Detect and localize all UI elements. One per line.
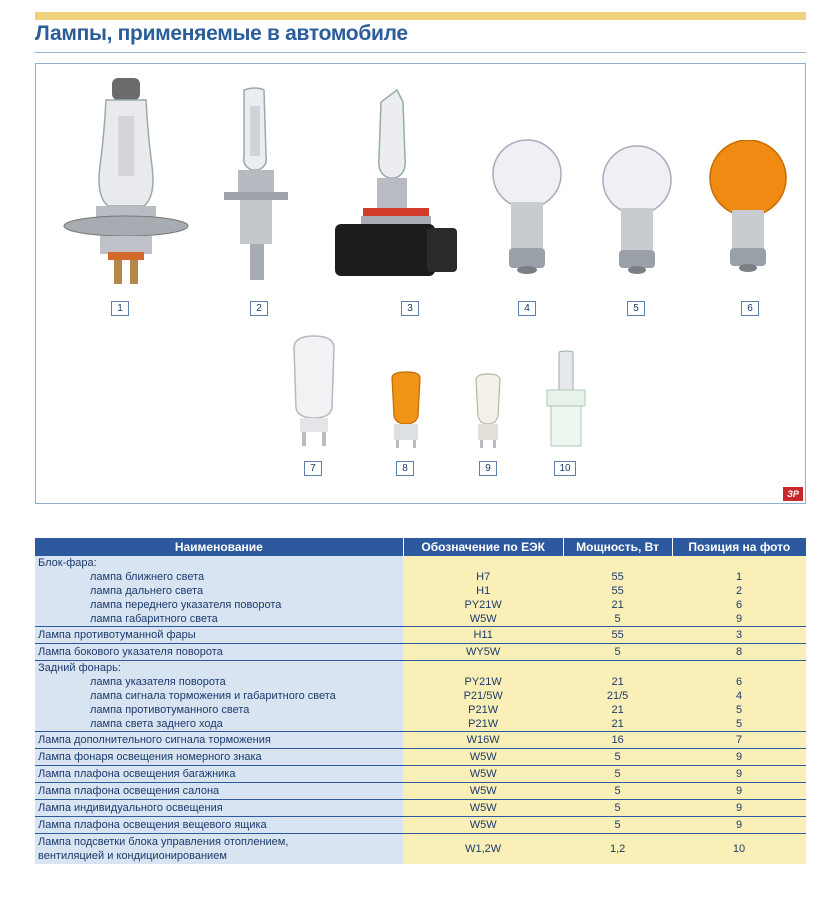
- row-name: Лампа плафона освещения салона: [35, 783, 403, 800]
- row-power: 5: [614, 613, 621, 625]
- photo-label-1: 1: [111, 301, 129, 316]
- row-position: 9: [672, 766, 806, 783]
- row-name: лампа габаритного света: [90, 613, 218, 625]
- bulb-h7-icon: [56, 76, 196, 291]
- row-code: H1: [476, 585, 491, 597]
- row-code: WY5W: [403, 644, 563, 661]
- row-code: W5W: [403, 766, 563, 783]
- row-position: 9: [735, 613, 743, 625]
- photo-label-6: 6: [741, 301, 759, 316]
- row-power: 1,2: [563, 834, 672, 864]
- lamps-table: [35, 538, 806, 864]
- row-name: Лампа индивидуального освещения: [35, 800, 403, 817]
- photo-label-8: 8: [396, 461, 414, 476]
- group-title: Задний фонарь:: [38, 662, 121, 674]
- row-name: лампа дальнего света: [90, 585, 204, 597]
- bulb-w5w-icon: [472, 372, 504, 450]
- row-code: W5W: [403, 817, 563, 834]
- table-row: [35, 556, 806, 627]
- row-power: 5: [563, 783, 672, 800]
- row-position: 8: [672, 644, 806, 661]
- table-row: [35, 732, 806, 749]
- row-position: 5: [735, 718, 743, 730]
- row-name: лампа ближнего света: [90, 571, 205, 583]
- row-position: 4: [735, 690, 743, 702]
- row-name: Лампа бокового указателя поворота: [35, 644, 403, 661]
- top-accent-bar: [35, 12, 806, 20]
- bulb-p21w-icon: [601, 144, 673, 276]
- bulb-h1-icon: [216, 86, 296, 286]
- row-code: P21W: [468, 704, 499, 716]
- row-position: 9: [672, 749, 806, 766]
- title-divider: [35, 52, 806, 53]
- photo-label-4: 4: [518, 301, 536, 316]
- row-power: 21/5: [606, 690, 629, 702]
- row-name: Лампа фонаря освещения номерного знака: [35, 749, 403, 766]
- row-power: 21: [611, 599, 624, 611]
- row-position: 5: [735, 704, 743, 716]
- table-row: [35, 783, 806, 800]
- row-code: H11: [403, 627, 563, 644]
- row-position: 1: [735, 571, 743, 583]
- table-row: [35, 749, 806, 766]
- table-row: [35, 644, 806, 661]
- bulb-w1-2w-icon: [541, 350, 591, 450]
- page-title: Лампы, применяемые в автомобиле: [35, 22, 408, 45]
- row-power: 5: [563, 644, 672, 661]
- row-position: 9: [672, 783, 806, 800]
- row-power: 21: [611, 676, 624, 688]
- bulb-h11-icon: [331, 88, 461, 283]
- row-position: 10: [672, 834, 806, 864]
- row-name: Лампа противотуманной фары: [35, 627, 403, 644]
- row-name: лампа противотуманного света: [90, 704, 250, 716]
- lamps-photo: [35, 63, 806, 504]
- header-position: Позиция на фото: [672, 538, 806, 556]
- row-code: H7: [476, 571, 491, 583]
- row-power: 55: [611, 585, 624, 597]
- row-power: 5: [563, 749, 672, 766]
- photo-label-7: 7: [304, 461, 322, 476]
- header-name: Наименование: [35, 538, 403, 556]
- row-power: 55: [611, 571, 624, 583]
- bulb-w16w-icon: [286, 334, 342, 450]
- row-power: 5: [563, 800, 672, 817]
- group-title: Блок-фара:: [38, 557, 97, 569]
- row-position: 6: [735, 676, 743, 688]
- row-position: 6: [735, 599, 743, 611]
- photo-label-10: 10: [554, 461, 576, 476]
- row-code: PY21W: [464, 599, 502, 611]
- row-power: 5: [563, 817, 672, 834]
- header-code: Обозначение по ЕЭК: [403, 538, 563, 556]
- row-position: 9: [672, 817, 806, 834]
- row-name-line1: Лампа подсветки блока управления отоплением,: [38, 835, 289, 848]
- row-name: Лампа плафона освещения вещевого ящика: [35, 817, 403, 834]
- bulb-p21-5w-icon: [491, 136, 563, 276]
- row-code: W5W: [403, 749, 563, 766]
- row-code: P21/5W: [463, 690, 503, 702]
- row-name: лампа света заднего хода: [90, 718, 223, 730]
- photo-label-3: 3: [401, 301, 419, 316]
- row-position: 7: [672, 732, 806, 749]
- row-code: W5W: [403, 800, 563, 817]
- row-name: лампа переднего указателя поворота: [90, 599, 282, 611]
- row-name: Лампа плафона освещения багажника: [35, 766, 403, 783]
- table-row: [35, 661, 806, 732]
- row-code: W16W: [403, 732, 563, 749]
- row-power: 21: [611, 718, 624, 730]
- row-code: PY21W: [464, 676, 502, 688]
- row-name: лампа сигнала торможения и габаритного света: [90, 690, 336, 702]
- bulb-wy5w-icon: [388, 370, 424, 450]
- bulb-py21w-icon: [708, 140, 788, 276]
- row-power: 21: [611, 704, 624, 716]
- table-row: [35, 800, 806, 817]
- row-position: 2: [735, 585, 743, 597]
- publisher-badge: ЗР: [783, 487, 803, 501]
- table-row: [35, 834, 806, 864]
- header-power: Мощность, Вт: [563, 538, 672, 556]
- table-row: [35, 817, 806, 834]
- photo-label-9: 9: [479, 461, 497, 476]
- row-code: W5W: [403, 783, 563, 800]
- row-power: 55: [563, 627, 672, 644]
- row-position: 9: [672, 800, 806, 817]
- row-power: 5: [563, 766, 672, 783]
- table-row: [35, 766, 806, 783]
- photo-label-5: 5: [627, 301, 645, 316]
- row-code: W1,2W: [403, 834, 563, 864]
- row-position: 3: [672, 627, 806, 644]
- row-name: Лампа дополнительного сигнала торможения: [35, 732, 403, 749]
- row-name: лампа указателя поворота: [90, 676, 226, 688]
- table-row: [35, 627, 806, 644]
- row-name-line2: вентиляцией и кондиционированием: [38, 849, 227, 862]
- row-power: 16: [563, 732, 672, 749]
- row-code: P21W: [468, 718, 499, 730]
- photo-label-2: 2: [250, 301, 268, 316]
- row-code: W5W: [469, 613, 497, 625]
- table-header-row: [35, 538, 806, 556]
